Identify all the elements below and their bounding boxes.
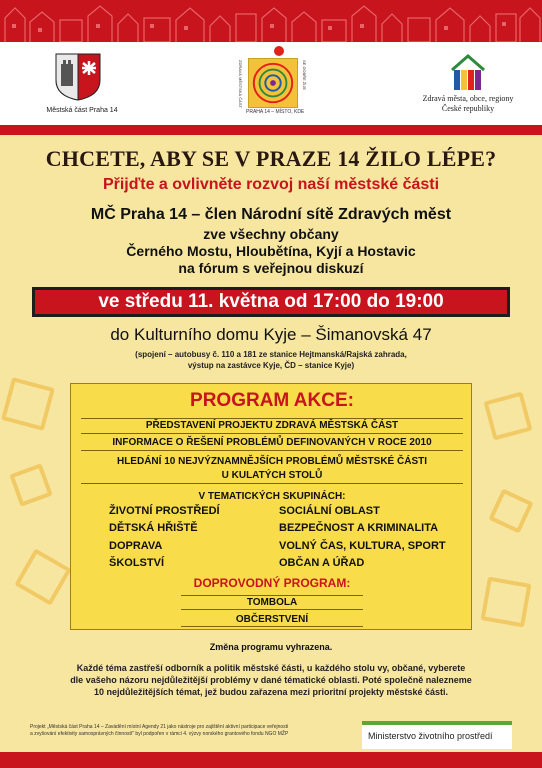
group-item: ŠKOLSTVÍ xyxy=(109,557,165,569)
group-item: DĚTSKÁ HŘIŠTĚ xyxy=(109,522,198,534)
deco-square xyxy=(1,377,55,431)
invite-line: zve všechny občany xyxy=(203,226,339,242)
center-logo-side-text: ZDRAVÁ MĚSTSKÁ ČÁST xyxy=(238,60,243,108)
program-item: INFORMACE O ŘEŠENÍ PROBLÉMŮ DEFINOVANÝCH V ROCE 2010 xyxy=(81,436,463,451)
houses-decoration-icon xyxy=(0,4,542,42)
ministry-logo xyxy=(362,721,512,749)
program-item: PŘEDSTAVENÍ PROJEKTU ZDRAVÁ MĚSTSKÁ ČÁST xyxy=(81,418,463,434)
deco-square xyxy=(484,392,533,441)
headline: CHCETE, ABY SE V PRAZE 14 ŽILO LÉPE? xyxy=(45,146,497,171)
top-red-banner xyxy=(0,0,542,42)
paragraph-line: dle vašeho názoru nejdůležitější problémy v dané tématické oblasti. Poté společně nalezneme xyxy=(70,675,472,685)
change-note: Změna programu vyhrazena. xyxy=(209,642,333,652)
subheadline: Přijďte a ovlivněte rozvoj naší městské části xyxy=(102,176,440,193)
footer-line: Projekt „Městská část Praha 14 – Zavádění místní Agendy 21 jako nástroje pro zajištění aktivní participace veřejnosti xyxy=(30,724,289,730)
footer-line: a zvyšování efektivity samosprávných činností" byl podpořen v rámci 4. výzvy norského grantového fondu NGO MŽP xyxy=(30,731,289,737)
transport-info xyxy=(0,349,542,371)
ministry-label: Ministerstvo životního prostředí xyxy=(368,731,493,741)
date-time-banner: ve středu 11. května od 17:00 do 19:00 xyxy=(32,287,510,317)
deco-square xyxy=(488,488,533,533)
right-logo-line2: České republiky xyxy=(441,104,495,113)
labyrinth-icon xyxy=(248,58,298,108)
ministry-stripe xyxy=(362,721,512,725)
group-item: BEZPEČNOST A KRIMINALITA xyxy=(279,522,439,534)
program-item: U KULATÝCH STOLŮ xyxy=(81,469,463,484)
center-logo-caption: PRAHA 14 – MÍSTO, KDE xyxy=(246,109,305,115)
program-box xyxy=(70,383,472,630)
group-item: DOPRAVA xyxy=(109,540,163,552)
extra-program-item: OBČERSTVENÍ xyxy=(181,613,363,627)
logo-strip xyxy=(0,42,542,125)
group-item: VOLNÝ ČAS, KULTURA, SPORT xyxy=(279,540,446,552)
description-paragraph xyxy=(28,662,514,698)
footer-note xyxy=(30,724,330,738)
transport-line: výstup na zastávce Kyje, ČD – stanice Kyje) xyxy=(187,361,355,370)
program-item: HLEDÁNÍ 10 NEJVÝZNAMNĚJŠÍCH PROBLÉMŮ MĚSTSKÉ ČÁSTI xyxy=(116,456,428,467)
deco-square xyxy=(481,577,532,628)
invite-line: Černého Mostu, Hloubětína, Kyjí a Hostavic xyxy=(126,243,416,259)
deco-square xyxy=(9,463,53,507)
coat-of-arms-icon xyxy=(52,50,104,102)
center-logo-side-text-right: SE DOBŘE ŽIJE xyxy=(302,60,307,91)
extra-program-title: DOPROVODNÝ PROGRAM: xyxy=(193,576,351,590)
healthy-district-logo xyxy=(238,46,314,122)
extra-program-item: TOMBOLA xyxy=(181,595,363,610)
invite-line: na fórum s veřejnou diskuzí xyxy=(178,260,364,276)
healthy-cities-logo xyxy=(412,54,524,120)
paragraph-line: 10 nejdůležitějších témat, jež budou zařazena mezi prioritní projekty městské části. xyxy=(93,687,449,697)
right-logo-line1: Zdravá města, obce, regiony xyxy=(422,94,514,103)
group-item: OBČAN A ÚŘAD xyxy=(279,557,365,569)
transport-line: (spojení – autobusy č. 110 a 181 ze stanice Hejtmanská/Rajská zahrada, xyxy=(135,350,407,359)
bottom-red-bar xyxy=(0,752,542,768)
praha14-logo xyxy=(36,50,126,120)
paragraph-line: Každé téma zastřeší odborník a politik městské části, u každého stolu vy, občané, vyberete xyxy=(76,663,466,673)
group-item: SOCIÁLNÍ OBLAST xyxy=(279,505,380,517)
red-divider xyxy=(0,125,542,135)
left-logo-caption: Městská část Praha 14 xyxy=(46,107,118,114)
colorful-house-icon xyxy=(448,54,488,92)
member-line: MČ Praha 14 – člen Národní sítě Zdravých měst xyxy=(90,206,452,223)
deco-square xyxy=(14,548,71,605)
program-title: PROGRAM AKCE: xyxy=(190,390,354,411)
red-dot-icon xyxy=(274,46,284,56)
group-item: ŽIVOTNÍ PROSTŘEDÍ xyxy=(109,505,220,517)
venue: do Kulturního domu Kyje – Šimanovská 47 xyxy=(110,325,432,344)
invite-text xyxy=(0,226,542,277)
groups-title: V TEMATICKÝCH SKUPINÁCH: xyxy=(198,491,346,502)
